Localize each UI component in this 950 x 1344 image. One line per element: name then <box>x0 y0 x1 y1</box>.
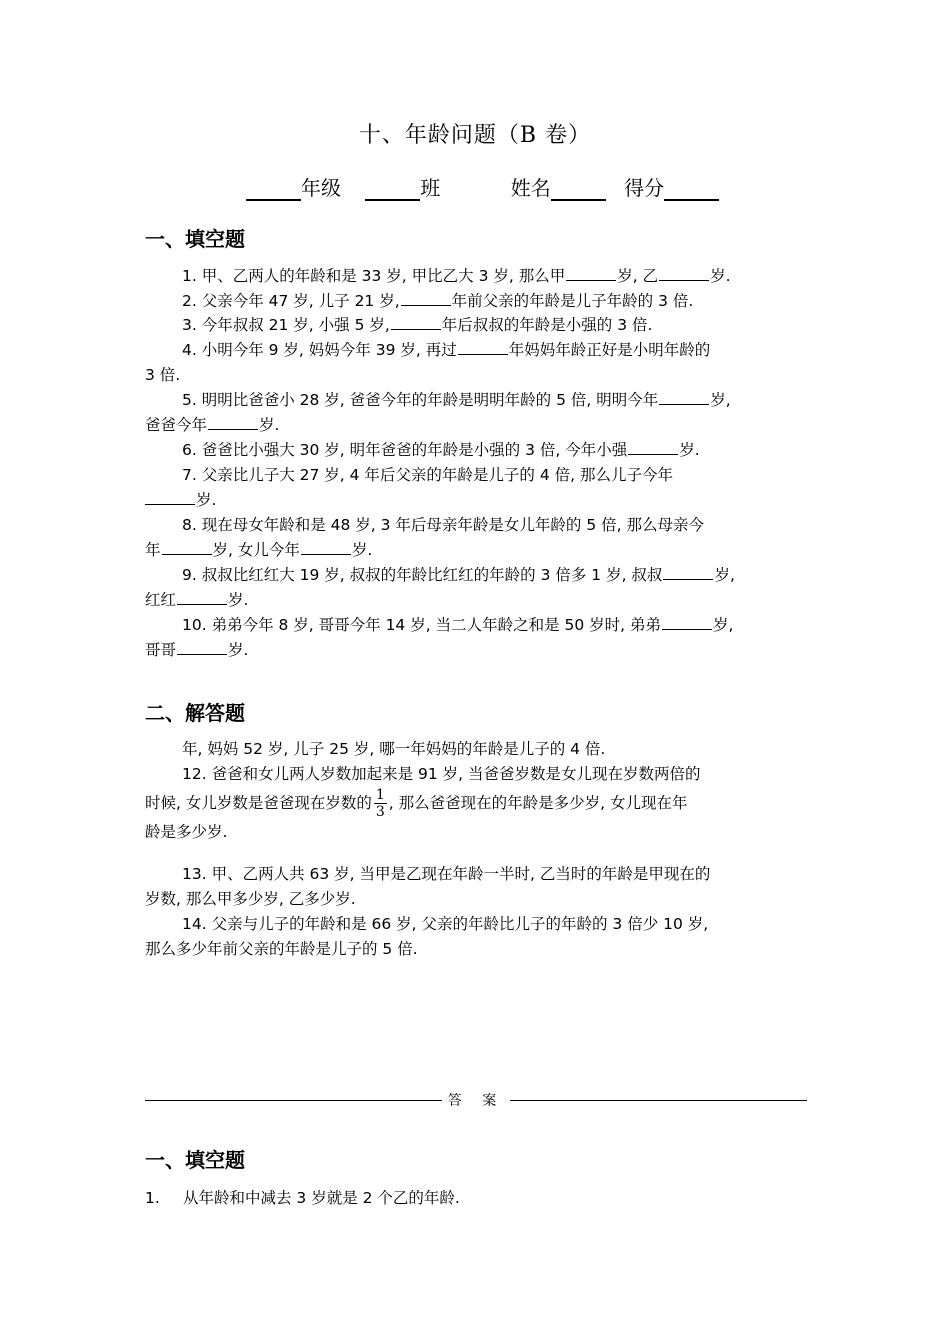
answer-blank[interactable] <box>177 588 227 605</box>
question-3: 3. 今年叔叔 21 岁, 小强 5 岁, 年后叔叔的年龄是小强的 3 倍. <box>145 313 810 338</box>
class-blank[interactable] <box>365 175 420 201</box>
grade-label: 年级 <box>301 176 341 200</box>
answer-blank[interactable] <box>663 563 713 580</box>
answer-1: 1. 从年龄和中减去 3 岁就是 2 个乙的年龄. <box>145 1189 460 1207</box>
answer-divider <box>145 1090 807 1110</box>
answer-blank[interactable] <box>391 313 441 330</box>
question-4: 4. 小明今年 9 岁, 妈妈今年 39 岁, 再过 年妈妈年龄正好是小明年龄的 3 倍. <box>145 338 810 388</box>
fraction-one-third: $\frac{1}{3}$ <box>375 787 385 820</box>
name-label: 姓名 <box>510 176 551 200</box>
answer-blank[interactable] <box>659 264 709 281</box>
question-8: 8. 现在母女年龄和是 48 岁, 3 年后母亲年龄是女儿年龄的 5 倍, 那么母亲今 年 岁, 女儿今年 岁. <box>145 516 705 559</box>
score-blank[interactable] <box>664 175 719 201</box>
question-5: 5. 明明比爸爸小 28 岁, 爸爸今年的年龄是明明年龄的 5 倍, 明明今年 岁, 爸爸今年 岁. <box>145 388 810 438</box>
grade-blank[interactable] <box>246 175 301 201</box>
score-label: 得分 <box>624 176 665 200</box>
problem-12: 12. 爸爸和女儿两人岁数加起来是 91 岁, 当爸爸岁数是女儿现在岁数两倍的 时候, 女儿岁数是爸爸现在岁数的 $\frac{1}{3}$ , 那么爸爸现在的年龄是多少岁, 女儿现在年 龄是多少岁. <box>145 765 701 841</box>
class-label: 班 <box>420 176 441 200</box>
answer-blank[interactable] <box>145 488 195 505</box>
answer-blank[interactable] <box>208 413 258 430</box>
question-10: 10. 弟弟今年 8 岁, 哥哥今年 14 岁, 当二人年龄之和是 50 岁时, 弟弟 岁, 哥哥 岁. <box>145 613 810 663</box>
question-6: 6. 爸爸比小强大 30 岁, 明年爸爸的年龄是小强的 3 倍, 今年小强 岁. <box>145 438 810 463</box>
problem-11: 年, 妈妈 52 岁, 儿子 25 岁, 哪一年妈妈的年龄是儿子的 4 倍. <box>182 740 606 758</box>
answer-blank[interactable] <box>177 638 227 655</box>
answer-blank[interactable] <box>566 264 616 281</box>
answer-label: 答 案 <box>447 1093 505 1109</box>
page-title: 十、年龄问题（B 卷） <box>358 123 592 148</box>
answer-blank[interactable] <box>401 289 451 306</box>
answer-blank[interactable] <box>458 338 508 355</box>
question-7: 7. 父亲比儿子大 27 岁, 4 年后父亲的年龄是儿子的 4 倍, 那么儿子今年 岁. <box>145 463 810 513</box>
section-fill-in-heading: 一、填空题 <box>145 227 245 251</box>
answer-blank[interactable] <box>662 613 712 630</box>
name-blank[interactable] <box>551 175 606 201</box>
student-info-row <box>246 172 719 201</box>
answer-blank[interactable] <box>628 438 678 455</box>
problem-13: 13. 甲、乙两人共 63 岁, 当甲是乙现在年龄一半时, 乙当时的年龄是甲现在的 岁数, 那么甲多少岁, 乙多少岁. <box>145 865 711 908</box>
answer-blank[interactable] <box>301 538 351 555</box>
section-problems-heading: 二、解答题 <box>145 701 245 725</box>
answer-blank[interactable] <box>162 538 212 555</box>
question-9: 9. 叔叔比红红大 19 岁, 叔叔的年龄比红红的年龄的 3 倍多 1 岁, 叔叔 岁, 红红 岁. <box>145 563 810 613</box>
question-2: 2. 父亲今年 47 岁, 儿子 21 岁, 年前父亲的年龄是儿子年龄的 3 倍. <box>145 289 810 314</box>
answer-section-heading: 一、填空题 <box>145 1148 245 1172</box>
question-1: 1. 甲、乙两人的年龄和是 33 岁, 甲比乙大 3 岁, 那么甲 岁, 乙 岁. <box>145 264 810 289</box>
answer-blank[interactable] <box>659 388 709 405</box>
problem-14: 14. 父亲与儿子的年龄和是 66 岁, 父亲的年龄比儿子的年龄的 3 倍少 10 岁, 那么多少年前父亲的年龄是儿子的 5 倍. <box>145 915 709 958</box>
